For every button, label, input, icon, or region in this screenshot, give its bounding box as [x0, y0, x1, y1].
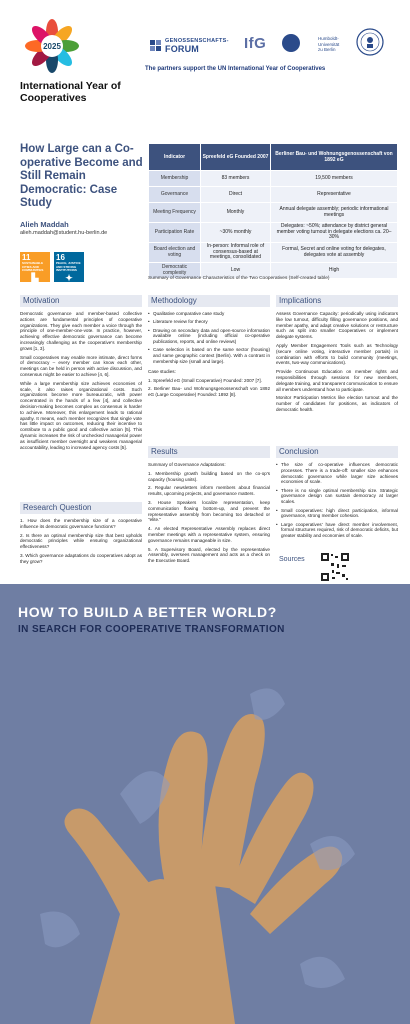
forum-name-bottom: FORUM — [165, 44, 199, 54]
university-seal-icon — [356, 28, 384, 56]
research-question-body: 1. How does the membership size of a cooperative influence its democratic governance functions? 2. Is there an optimal membership size that best upholds democratic principles while ensuring organizational effectiveness? 3. Which governance adaptations do cooperatives adopt as they grow? — [20, 518, 142, 564]
results-heading: Results — [148, 446, 270, 458]
city-icon: ▙ — [31, 272, 39, 283]
author-email[interactable]: alieh.maddah@student.hu-berlin.de — [20, 230, 108, 236]
hu-berlin-name: Humboldt-Universität zu Berlin — [318, 36, 340, 52]
table-caption: Summary of Governance Characteristics of the Two Cooperatives (Self-created table) — [148, 276, 330, 281]
poster-title: How Large can a Co-operative Become and Still Remain Democratic: Case Study — [20, 143, 143, 209]
implications-heading: Implications — [276, 295, 398, 307]
list-item: • Large cooperatives' have direct member involvement, formal structures required, risk of democratic deficits, but greater stability and economies of scale. — [276, 522, 398, 539]
sources-qr-code-icon[interactable] — [320, 552, 350, 582]
partner-support-strip: The partners support the UN International Year of Cooperatives — [145, 66, 326, 72]
sdg-11-badge: 11 SUSTAINABLE CITIES AND COMMUNITIES ▙ — [20, 252, 50, 282]
list-item: • Literature review for theory — [148, 319, 270, 325]
results-body: Summary of Governance Adaptations: 1. Membership growth building based on the co-op's capacity (housing units). 2. Regular newsletters inform members about financial results, upcoming projects, and governance matters. 3. House Speakers localize representation, keep communication flowing bottom-up, and prevent the representative assembly from becoming too detached or "elite." 4. An elected Representative Assembly replaces direct member meetings with a representative system, ensuring governance remains manageable in size. 5. A Supervisory Board, elected by the representative Assembly, oversees management and acts as a check on the Executive Board. — [148, 462, 270, 564]
sdg-16-badge: 16 PEACE, JUSTICE AND STRONG INSTITUTIONS ✦ — [54, 252, 84, 282]
hand-illustration-icon — [0, 584, 410, 1024]
list-item: • There is no single optimal membership size. Strategic governance design can sustain democracy at larger scales. — [276, 488, 398, 505]
genossenschaftsforum-logo — [150, 38, 229, 54]
forum-name-top: GENOSSENSCHAFTS- — [165, 38, 229, 44]
table-row: Meeting Frequency Monthly Annual delegate assembly; periodic informational meetings — [149, 203, 398, 223]
list-item: • The size of co-operative influences democratic processes. There is a trade-off: smaller size enhances democratic governance while larger size achieves economies of scale. — [276, 462, 398, 485]
author-name: Alieh Maddah — [20, 220, 69, 229]
banner-subheadline: IN SEARCH FOR COOPERATIVE TRANSFORMATION — [18, 624, 285, 635]
conclusion-heading: Conclusion — [276, 446, 398, 458]
sources-label: Sources — [279, 556, 305, 563]
ifg-ring-icon — [282, 34, 300, 52]
list-item: • Case selection is based on the same sector (housing) and same geographic context (Berlin). With a contrast in membership size (small and large). — [148, 347, 270, 364]
poster-header — [0, 0, 410, 118]
research-question-heading: Research Question — [20, 502, 142, 514]
table-row: Board election and voting In-person: Informal role of consensus-based at meetings, consolidated Formal, Secret and online voting for delegates, delegates vote at assembly — [149, 243, 398, 263]
iyc-logo — [24, 18, 80, 74]
iyc-title: International Year of Cooperatives — [20, 80, 121, 104]
table-header: Indicator — [149, 144, 201, 171]
iyc-year: 2025 — [43, 42, 61, 51]
forum-mark-icon — [150, 40, 162, 52]
methodology-body: • Qualitative comparative case study • Literature review for theory • Drawing on secondary data and open-source information available online (including official co-operative publications, reports, and online reviews) • Case selection is based on the same sector (housing) and same geographic context (Berlin). With a contrast in membership size (small and large). Case studies: 1. Spreefeld eG (Small Cooperative) Founded: 2007 [7]. 2. Berliner Bau- und Wohnungsgenossenschaft von 1892 eG (Large Cooperative) Founded: 1892 [8]. — [148, 311, 270, 439]
banner-headline: HOW TO BUILD A BETTER WORLD? — [18, 604, 277, 620]
list-item: • Small cooperatives: high direct participation, informal governance, strong member cohesion. — [276, 508, 398, 520]
bottom-banner — [0, 584, 410, 1024]
motivation-body: Democratic governance and member-based collective actions are fundamental principles of cooperative organizations. They give each member a voice through the principle of one-member-one-vote. In practice, however, achieving effective democratic governance can become increasingly challenging as the cooperative's membership grows [1, 3]. Small cooperatives may enable more intimate, direct forms of democracy – every member can know each other, meetings can be held in person with active discussion, and consensus might be easier to achieve [4, 6]. While a large membership size achieves economies of scale, it also raises organizational costs. Such organizations become more bureaucratic, with power concentrated in the hands of a few [4], and collective decision-making becomes complex as consensus is harder to achieve. Moreover, this enlargement leads to rational apathy. It means, each member recognizes that single vote has little impact on outcomes, reducing their incentive to contribute to a public good and collective action [5]. This dynamic increases the risk of unchecked managerial power as insufficient member oversight and weakens managerial accountability, leading to increased agency costs [5]. — [20, 311, 142, 450]
governance-table — [148, 143, 398, 279]
table-header: Berliner Bau- und Wohnungsgenossenschaft von 1892 eG — [271, 144, 398, 171]
table-row: Membership 83 members 19,500 members — [149, 171, 398, 187]
implications-body: Assess Governance Capacity: periodically using indicators like low turnout, difficulty filling governance positions, and member apathy, and adapt creative solutions or restructure such as split into smaller Cooperatives or implement delegate systems. Apply Member Engagement Tools such as Technology (secure online voting, interactive member portals) in combination with efforts to build community (meetings, events, two-way communications). Provide Continuous Education on member rights and responsibilities through sessions for new members, delegate training, and transparent communication to ensure all members understand how to participate. Monitor Participation Metrics like election turnout and the number of candidates for positions, as indicators of democratic health. — [276, 311, 398, 412]
conclusion-body — [276, 462, 398, 550]
table-row: Participation Rate ~30% monthly Delegates: ~50%; attendance by district general member voting turnout in delegate elections ca. 20–30% — [149, 223, 398, 243]
motivation-heading: Motivation — [20, 295, 142, 307]
table-row: Governance Direct Representative — [149, 187, 398, 203]
ifg-logo: IfG — [244, 35, 267, 52]
methodology-heading: Methodology — [148, 295, 270, 307]
table-header: Spreefeld eG Founded 2007 — [201, 144, 271, 171]
list-item: • Drawing on secondary data and open-source information available online (including official co-operative publications, reports, and online reviews) — [148, 328, 270, 345]
list-item: • Qualitative comparative case study — [148, 311, 270, 317]
table-row: Democratic complexity Low High — [149, 263, 398, 279]
dove-icon: ✦ — [65, 272, 73, 283]
